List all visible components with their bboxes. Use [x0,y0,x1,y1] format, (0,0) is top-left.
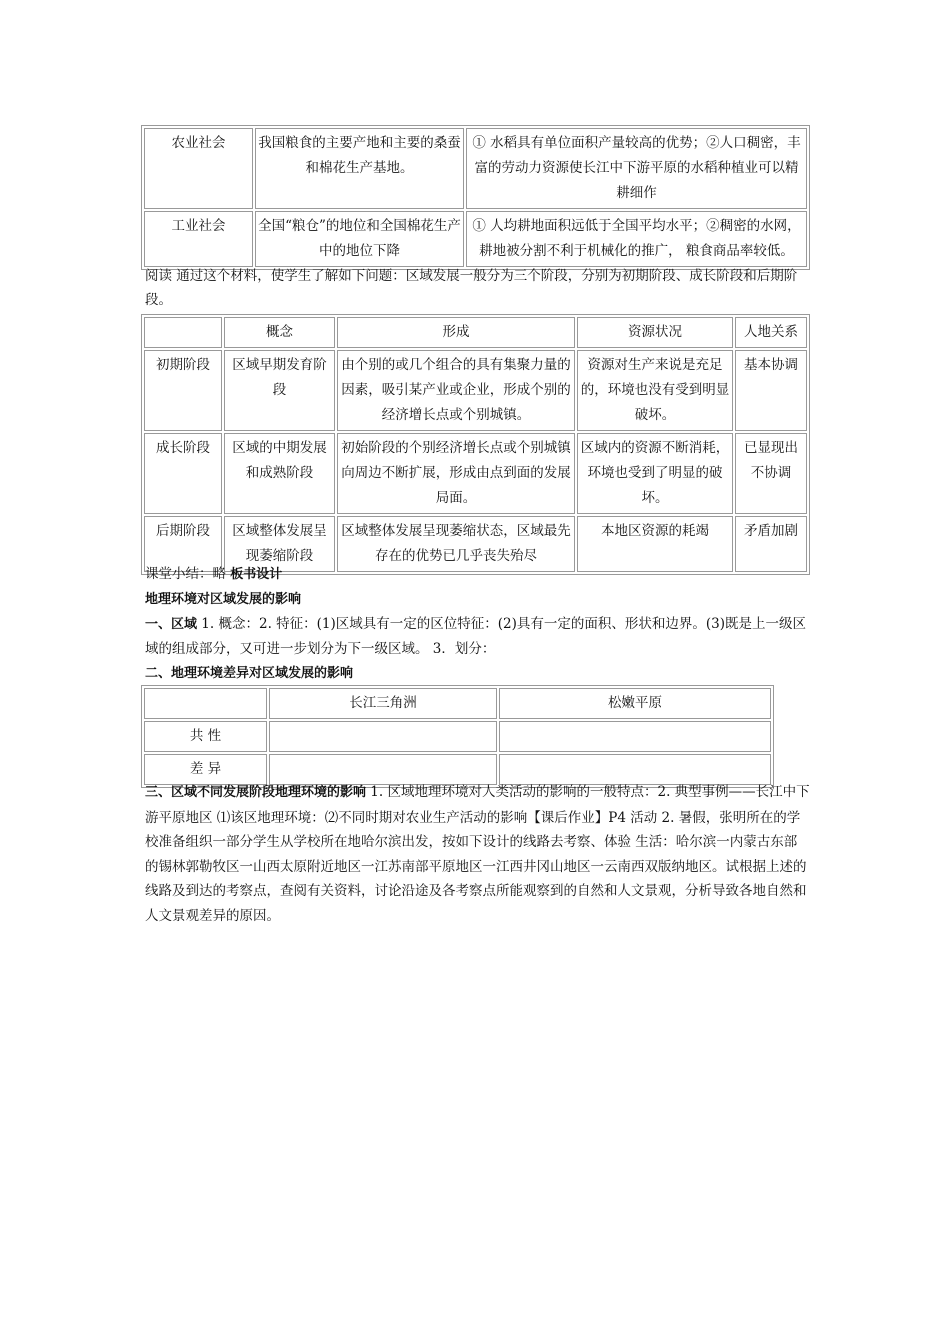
table-cell: ① 水稻具有单位面积产量较高的优势；②人口稠密，丰富的劳动力资源使长江中下游平原的水稻种植业可以精耕细作 [466,128,807,209]
table-header-cell [144,688,267,719]
table-cell [499,721,771,752]
table-cell: 我国粮食的主要产地和主要的桑蚕和棉花生产基地。 [255,128,464,209]
table-cell: 矛盾加剧 [735,516,807,572]
table-cell: 共 性 [144,721,267,752]
table-cell: 全国“粮仓”的地位和全国棉花生产中的地位下降 [255,211,464,267]
table-cell: 初始阶段的个别经济增长点或个别城镇向周边不断扩展，形成由点到面的发展局面。 [337,433,575,514]
development-stages-table [141,314,810,575]
table-cell: 已显现出不协调 [735,433,807,514]
class-summary [145,562,810,587]
table-cell: 区域整体发展呈现萎缩状态，区域最先存在的优势已几乎丧失殆尽 [337,516,575,572]
table-header-cell [144,317,222,348]
main-heading [145,587,810,612]
main-heading-text: 地理环境对区域发展的影响 [145,592,302,607]
table-header-cell: 松嫩平原 [499,688,771,719]
table-cell: 农业社会 [144,128,253,209]
table-header-cell: 形成 [337,317,575,348]
table-header-cell: 概念 [224,317,335,348]
table-cell: 差 异 [144,754,267,785]
table-cell: 区域早期发育阶段 [224,350,335,431]
table-cell: 资源对生产来说是充足的，环境也没有受到明显破坏。 [577,350,733,431]
summary-bold: 板书设计 [230,567,283,582]
table-header-cell: 长江三角洲 [269,688,497,719]
table-cell: ① 人均耕地面积远低于全国平均水平；②稠密的水网，耕地被分割不利于机械化的推广， 粮食商品率较低。 [466,211,807,267]
table-cell: 工业社会 [144,211,253,267]
table-cell: 基本协调 [735,350,807,431]
table-header-cell: 人地关系 [735,317,807,348]
table-row [144,211,807,267]
section-2-heading [145,661,810,686]
table-row [144,433,807,514]
reading-paragraph: 阅读 通过这个材料，使学生了解如下问题：区域发展一般分为三个阶段，分别为初期阶段、成长阶段和后期阶段。 [145,268,798,308]
section-3 [145,780,810,928]
table-cell: 区域整体发展呈现萎缩阶段 [224,516,335,572]
section-3-title: 三、区域不同发展阶段地理环境的影响 [145,785,367,800]
table-cell: 区域的中期发展和成熟阶段 [224,433,335,514]
section-2-title: 二、地理环境差异对区域发展的影响 [145,666,354,681]
table-header-row [144,317,807,348]
section-1 [145,612,810,661]
comparison-table [141,685,774,788]
table-cell: 成长阶段 [144,433,222,514]
summary-prefix: 课堂小结：略 [145,566,231,582]
table-header-row [144,688,771,719]
table-cell: 后期阶段 [144,516,222,572]
agriculture-industry-table [141,125,810,270]
table-cell: 初期阶段 [144,350,222,431]
table-row [144,721,771,752]
table-row [144,350,807,431]
section-1-text: 1. 概念：2. 特征：(1)区域具有一定的区位特征：(2)具有一定的面积、形状和边界。(3)既是上一级区域的组成部分，又可进一步划分为下一级区域。 3．划分： [145,616,807,657]
table-cell: 由个别的或几个组合的具有集聚力量的因素，吸引某产业或企业，形成个别的经济增长点或个别城镇。 [337,350,575,431]
section-3-text: 1. 区域地理环境对人类活动的影响的一般特点：2. 典型事例——长江中下游平原地区 ⑴该区地理环境：⑵不同时期对农业生产活动的影响【课后作业】P4 活动 2. 暑假，张明所在的学校准备组织一部分学生从学校所在地哈尔滨出发，按如下设计的线路去考察、体验 生活：哈尔滨一内蒙古东部的锡林郭勒牧区一山西太原附近地区一江苏南部平原地区一江西井冈山地区一云南西双版纳地区。试根据上述的线路及到达的考察点，查阅有关资料，讨论沿途及各考察点所能观察到的自然和人文景观，分析导致各地自然和人文景观差异的原因。 [145,784,810,924]
table-cell: 本地区资源的耗竭 [577,516,733,572]
section-1-title: 一、区域 [145,617,198,632]
table-cell: 区域内的资源不断消耗，环境也受到了明显的破坏。 [577,433,733,514]
table-header-cell: 资源状况 [577,317,733,348]
table-row [144,128,807,209]
table-cell [269,721,497,752]
